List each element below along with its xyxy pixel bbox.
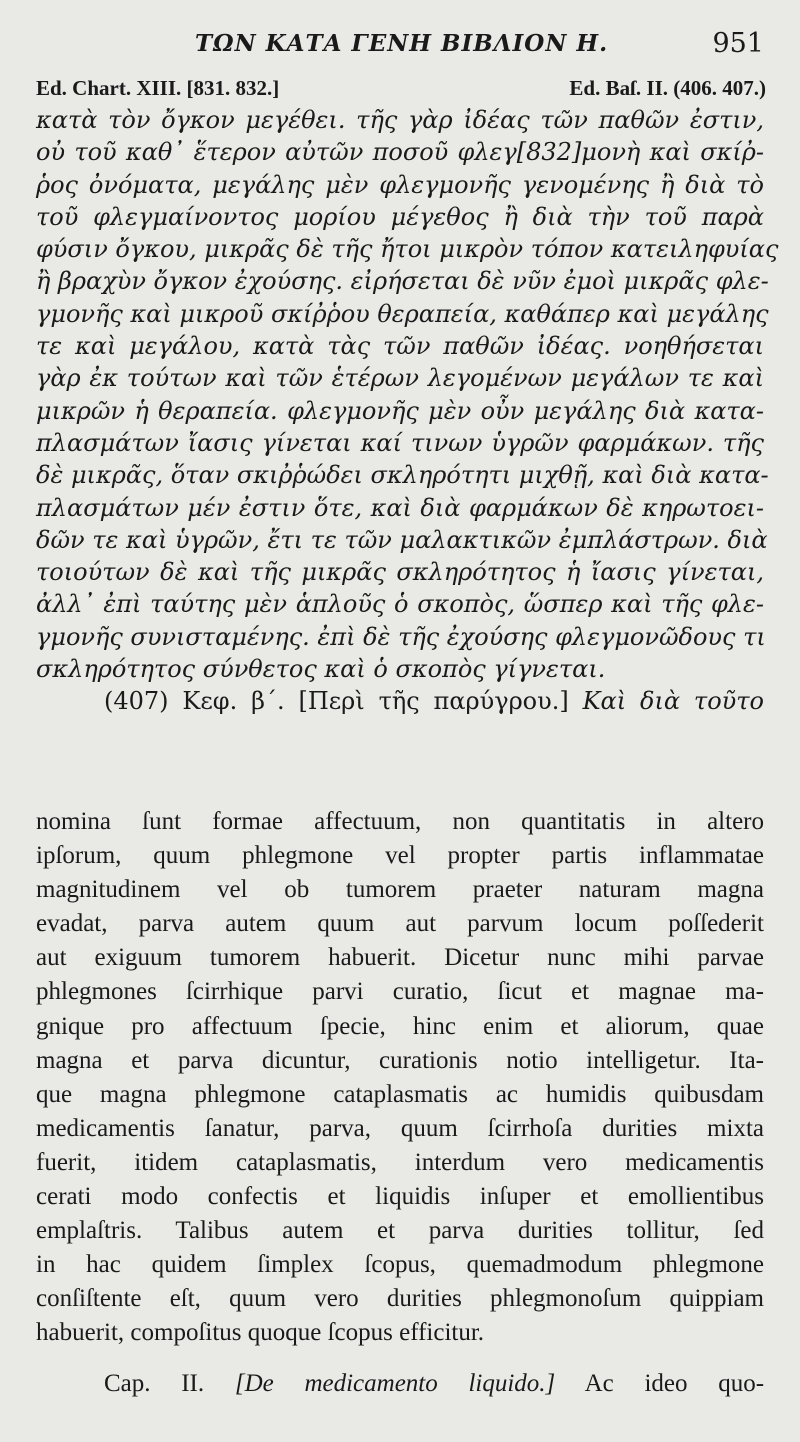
latin-line: phlegmones ſcirrhique parvi curatio, ſicut et magnae ma- [36, 978, 764, 1006]
latin-line: aut exiguum tumorem habuerit. Dicetur nunc mihi parvae [36, 944, 764, 972]
greek-line: κατὰ τὸν ὄγκον μεγέθει. τῆς γὰρ ἰδέας τῶν παθῶν ἐστιν, [36, 106, 764, 134]
greek-line: δὲ μικρᾶς, ὅταν σκιῤῥώδει σκληρότητι μιχθῇ, καὶ διὰ κατα- [36, 461, 769, 490]
latin-line: evadat, parva autem quum aut parvum locum poſſederit [36, 910, 764, 938]
latin-line: conſiſtente eſt, quum vero durities phlegmonoſum quippiam [36, 1285, 764, 1313]
latin-chapter-number: Cap. II. [104, 1370, 205, 1397]
greek-line: σκληρότητος σύνθετος καὶ ὁ σκοπὸς γίγνεται. [36, 655, 606, 684]
greek-line: οὐ τοῦ καθ᾽ ἕτερον αὐτῶν ποσοῦ φλεγ[832]μονὴ καὶ σκίῤ- [36, 138, 764, 167]
greek-line: γμονῆς καὶ μικροῦ σκίῤῥου θεραπεία, καθάπερ καὶ μεγάλης [36, 299, 769, 328]
latin-line: nomina ſunt formae affectuum, non quantitatis in altero [36, 808, 764, 835]
running-head [0, 22, 800, 62]
latin-line: magnitudinem vel ob tumorem praeter naturam magna [36, 876, 764, 904]
latin-chapter-text: Ac ideo quo- [584, 1370, 765, 1397]
latin-line: fuerit, itidem cataplasmatis, interdum vero medicamentis [36, 1148, 764, 1176]
latin-line: magna et parva dicuntur, curationis notio intelligetur. Ita- [36, 1046, 764, 1074]
latin-line: ipſorum, quum phlegmone vel propter partis inflammatae [36, 842, 764, 870]
greek-line: τοῦ φλεγμαίνοντος μορίου μέγεθος ἢ διὰ τὴν τοῦ παρὰ [36, 202, 764, 231]
greek-line: μικρῶν ἡ θεραπεία. φλεγμονῆς μὲν οὖν μεγάλης διὰ κατα- [36, 396, 764, 425]
edition-right: Ed. Baſ. II. (406. 407.) [569, 76, 766, 100]
greek-chapter-number: (407) Κεφ. β΄. [104, 687, 285, 716]
greek-line: ῥος ὀνόματα, μεγάλης μὲν φλεγμονῆς γενομένης ἢ διὰ τὸ [36, 170, 764, 199]
latin-line: cerati modo confectis et liquidis inſuper et emollientibus [36, 1183, 764, 1211]
latin-line: medicamentis ſanatur, parva, quum ſcirrhoſa durities mixta [36, 1114, 764, 1142]
latin-chapter-title: [De medicamento liquido.] [234, 1370, 556, 1397]
latin-line: habuerit, compoſitus quoque ſcopus efficitur. [36, 1319, 485, 1347]
latin-chapter-heading [104, 1370, 764, 1398]
edition-left: Ed. Chart. XIII. [831. 832.] [36, 76, 280, 100]
greek-chapter-text: Καὶ διὰ τοῦτο [582, 687, 764, 716]
greek-line: ἢ βραχὺν ὄγκον ἐχούσης. εἰρήσεται δὲ νῦν ἐμοὶ μικρᾶς φλε- [36, 267, 769, 296]
greek-line: ἀλλ᾽ ἐπὶ ταύτης μὲν ἁπλοῦς ὁ σκοπὸς, ὥσπερ καὶ τῆς φλε- [36, 590, 764, 619]
greek-line: δῶν τε καὶ ὑγρῶν, ἔτι τε τῶν μαλακτικῶν ἐμπλάστρων. διὰ [36, 525, 768, 554]
latin-line: gnique pro affectuum ſpecie, hinc enim et aliorum, quae [36, 1012, 764, 1040]
greek-chapter-title: [Περὶ τῆς παρύγρου.] [298, 687, 569, 716]
latin-text [36, 805, 764, 1351]
greek-line: πλασμάτων ἴασις γίνεται καί τινων ὑγρῶν φαρμάκων. τῆς [36, 428, 764, 457]
greek-line: τοιούτων δὲ καὶ τῆς μικρᾶς σκληρότητος ἡ ἴασις γίνεται, [36, 558, 764, 587]
latin-line: in hac quidem ſimplex ſcopus, quemadmodum phlegmone [36, 1251, 764, 1279]
greek-line: γὰρ ἐκ τούτων καὶ τῶν ἑτέρων λεγομένων μεγάλων τε καὶ [36, 364, 764, 393]
greek-line: γμονῆς συνισταμένης. ἐπὶ δὲ τῆς ἐχούσης φλεγμονῶδους τι [36, 622, 766, 651]
greek-text [36, 104, 779, 718]
greek-line: πλασμάτων μέν ἐστιν ὅτε, καὶ διὰ φαρμάκων δὲ κηρωτοει- [36, 493, 764, 522]
edition-line [36, 76, 766, 106]
greek-chapter-heading [36, 685, 764, 717]
latin-line: emplaſtris. Talibus autem et parva durities tollitur, ſed [36, 1217, 764, 1245]
latin-line: que magna phlegmone cataplasmatis ac humidis quibusdam [36, 1080, 764, 1108]
running-title: ΤΩΝ ΚΑΤΑ ΓΕΝΗ ΒΙΒΛΙΟΝ Η. [195, 30, 609, 57]
page-number: 951 [712, 28, 764, 59]
greek-line: φύσιν ὄγκου, μικρᾶς δὲ τῆς ἤτοι μικρὸν τόπον κατειληφυίας [36, 235, 779, 264]
greek-line: τε καὶ μεγάλου, κατὰ τὰς τῶν παθῶν ἰδέας. νοηθήσεται [36, 332, 764, 361]
